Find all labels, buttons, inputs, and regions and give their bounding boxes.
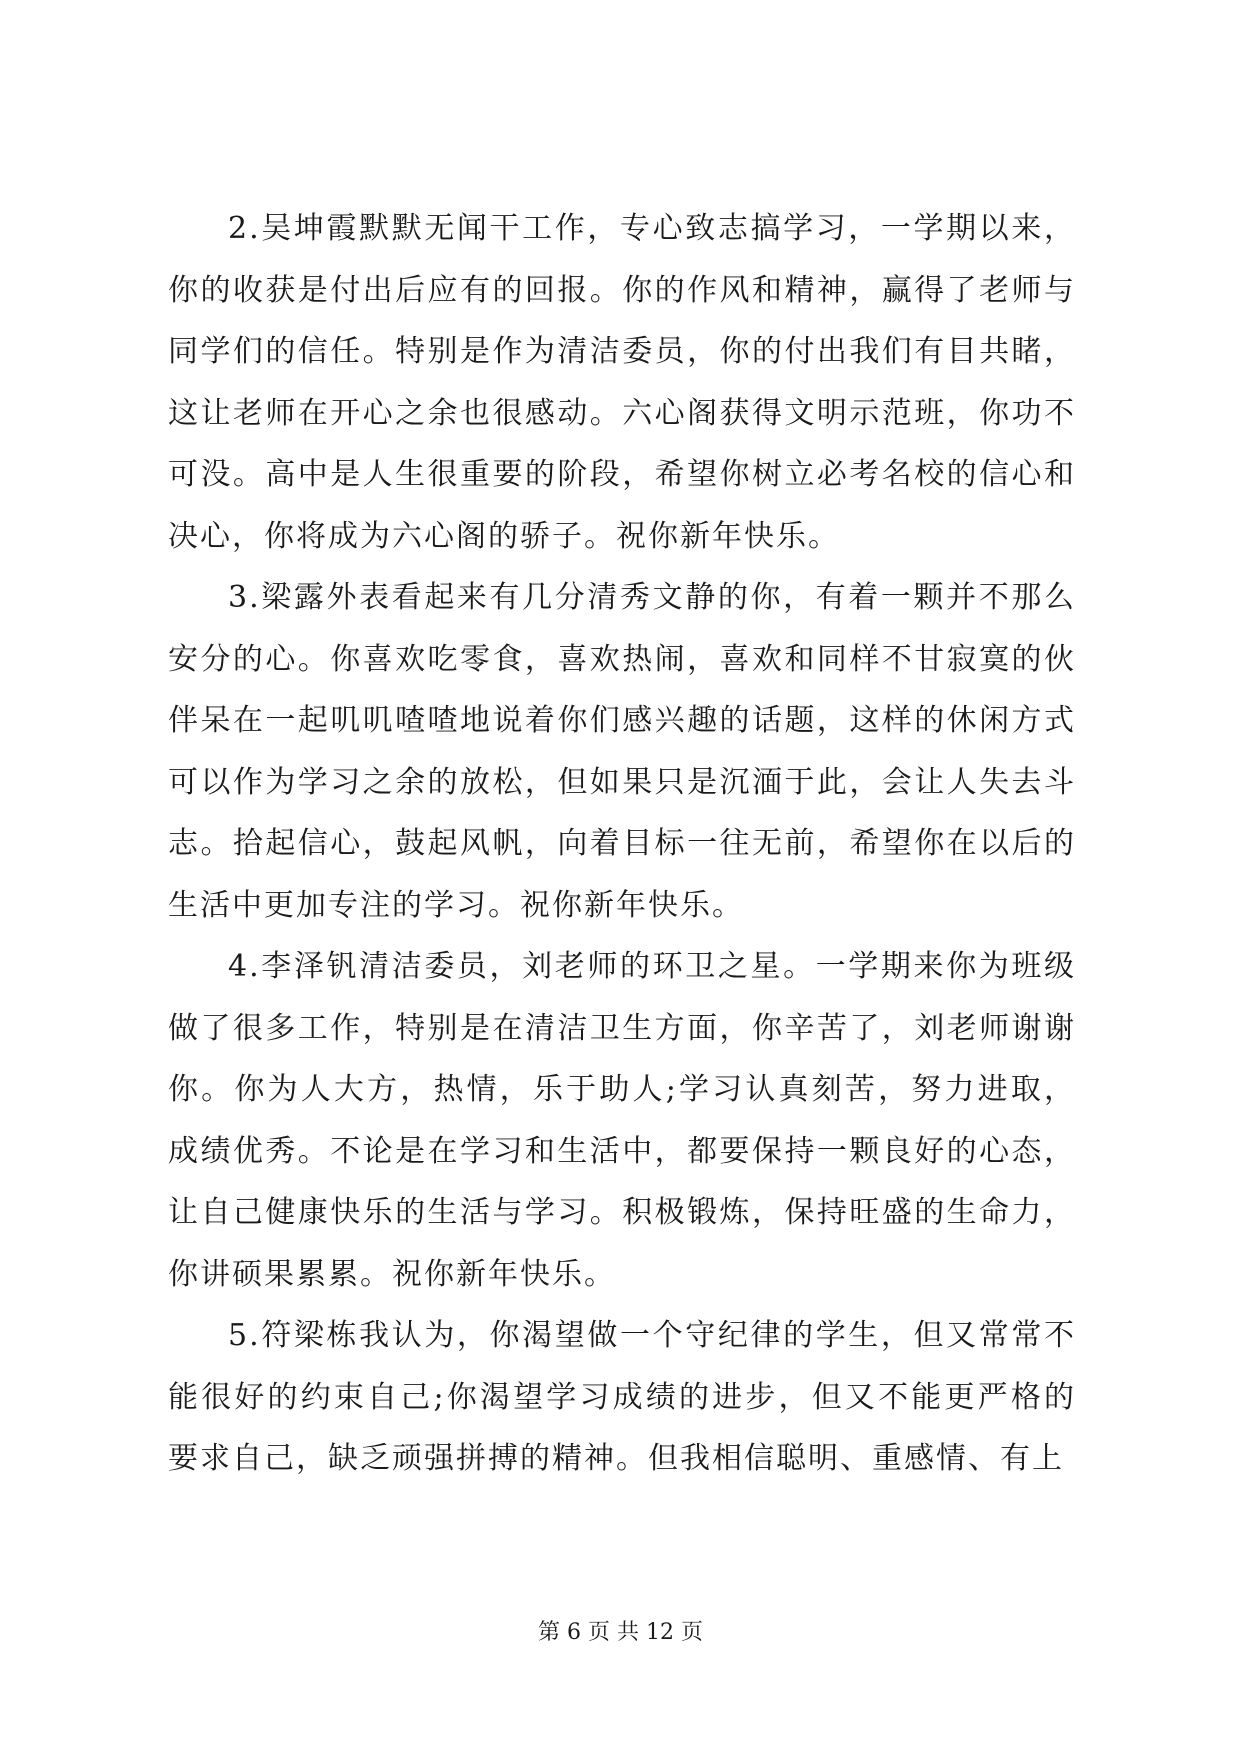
paragraph-2: 2.吴坤霞默默无闻干工作，专心致志搞学习，一学期以来，你的收获是付出后应有的回报。你的作风和精神，赢得了老师与同学们的信任。特别是作为清洁委员，你的付出我们有目共睹，这让老师在开心之余也很感动。六心阁获得文明示范班，你功不可没。高中是人生很重要的阶段，希望你树立必考名校的信心和决心，你将成为六心阁的骄子。祝你新年快乐。 (168, 211, 1076, 554)
paragraph-4: 4.李泽钒清洁委员，刘老师的环卫之星。一学期来你为班级做了很多工作，特别是在清洁卫生方面，你辛苦了，刘老师谢谢你。你为人大方，热情，乐于助人;学习认真刻苦，努力进取，成绩优秀。不论是在学习和生活中，都要保持一颗良好的心态，让自己健康快乐的生活与学习。积极锻炼，保持旺盛的生命力，你讲硕果累累。祝你新年快乐。 (168, 949, 1076, 1292)
paragraph-3: 3.梁露外表看起来有几分清秀文静的你，有着一颗并不那么安分的心。你喜欢吃零食，喜欢热闹，喜欢和同样不甘寂寞的伙伴呆在一起叽叽喳喳地说着你们感兴趣的话题，这样的休闲方式可以作为学习之余的放松，但如果只是沉湎于此，会让人失去斗志。拾起信心，鼓起风帆，向着目标一往无前，希望你在以后的生活中更加专注的学习。祝你新年快乐。 (168, 580, 1076, 923)
paragraph-5: 5.符梁栋我认为，你渴望做一个守纪律的学生，但又常常不能很好的约束自己;你渴望学习成绩的进步，但又不能更严格的要求自己，缺乏顽强拼搏的精神。但我相信聪明、重感情、有上 (168, 1318, 1076, 1476)
page-number-footer: 第 6 页 共 12 页 (538, 1620, 703, 1645)
document-body (168, 198, 1076, 1490)
